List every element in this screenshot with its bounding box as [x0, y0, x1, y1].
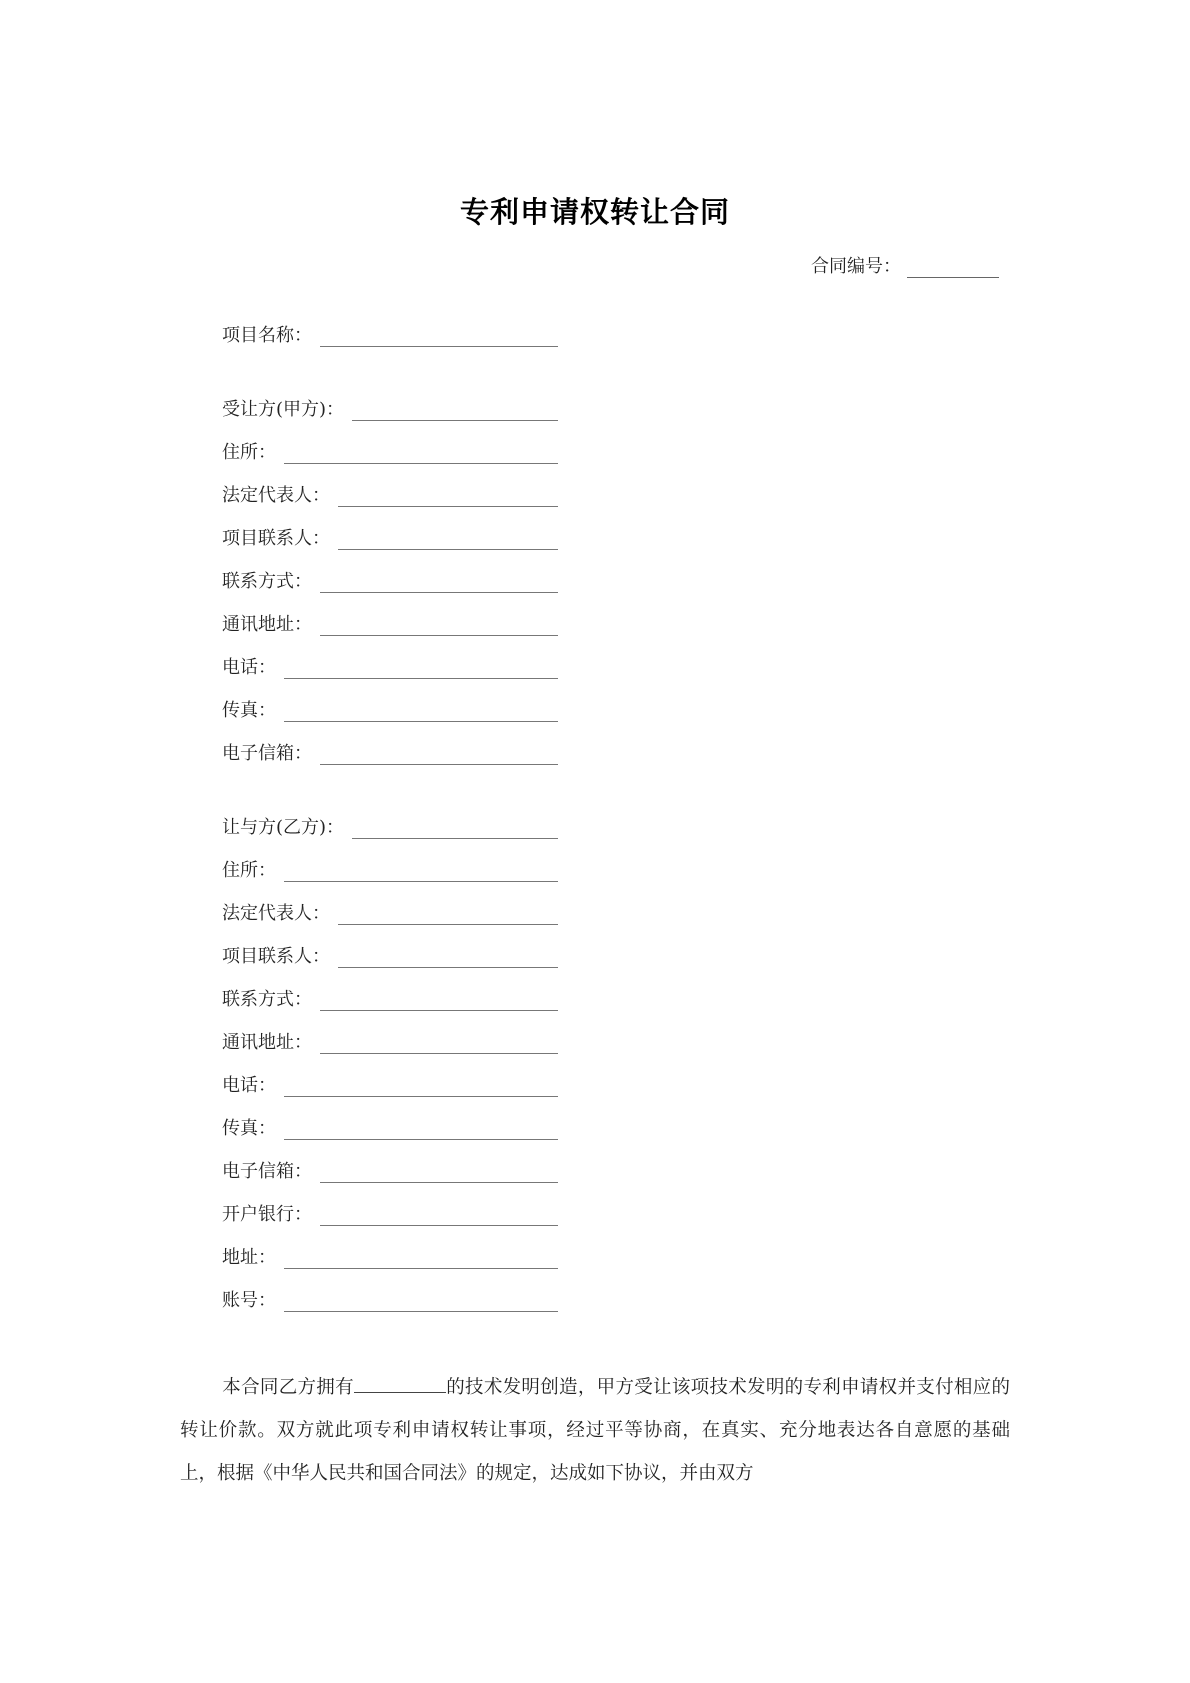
field-blank[interactable]	[284, 443, 558, 464]
contract-number-blank[interactable]	[907, 259, 999, 278]
field-label: 地址：	[222, 1247, 276, 1268]
party-a-contact-method-field	[222, 567, 558, 593]
field-blank[interactable]	[352, 818, 558, 839]
field-blank[interactable]	[352, 400, 558, 421]
field-blank[interactable]	[284, 1076, 558, 1097]
field-label: 项目联系人：	[222, 946, 330, 967]
field-blank[interactable]	[284, 861, 558, 882]
field-label: 法定代表人：	[222, 903, 330, 924]
party-b-fax-field	[222, 1114, 558, 1140]
party-b-legal-rep-field	[222, 899, 558, 925]
contract-number-label: 合同编号：	[811, 256, 901, 277]
party-a-name-field	[222, 395, 558, 421]
party-b-email-field	[222, 1157, 558, 1183]
field-blank[interactable]	[284, 1248, 558, 1269]
party-a-legal-rep-field	[222, 481, 558, 507]
party-b-name-field	[222, 813, 558, 839]
field-blank[interactable]	[320, 990, 558, 1011]
field-label: 电子信箱：	[222, 743, 312, 764]
field-blank[interactable]	[284, 701, 558, 722]
field-label: 电子信箱：	[222, 1161, 312, 1182]
field-blank[interactable]	[320, 1205, 558, 1226]
party-b-contact-method-field	[222, 985, 558, 1011]
field-blank[interactable]	[338, 529, 558, 550]
field-blank[interactable]	[320, 1033, 558, 1054]
field-label: 住所：	[222, 442, 276, 463]
party-b-bank-field	[222, 1200, 558, 1226]
party-b-address-field	[222, 856, 558, 882]
field-blank[interactable]	[320, 615, 558, 636]
field-label: 传真：	[222, 700, 276, 721]
field-blank[interactable]	[320, 572, 558, 593]
party-b-account-field	[222, 1286, 558, 1312]
field-blank[interactable]	[338, 486, 558, 507]
field-label: 传真：	[222, 1118, 276, 1139]
party-b-bank-address-field	[222, 1243, 558, 1269]
party-a-mailing-address-field	[222, 610, 558, 636]
field-label: 开户银行：	[222, 1204, 312, 1225]
preamble-text-2: 的技术发明创造，甲方受让该项技术发明的专利申请权并支付相应的转让价款。双方就此项专利申请权转让事项，经过平等协商，在真实、充分地表达各自意愿的基础上，根据《中华人民共和国合同法》的规定，达成如下协议，并由双方	[180, 1377, 1010, 1484]
field-blank[interactable]	[284, 1119, 558, 1140]
party-a-email-field	[222, 739, 558, 765]
project-name-field	[222, 321, 558, 347]
invention-name-blank[interactable]	[354, 1372, 446, 1393]
field-label: 账号：	[222, 1290, 276, 1311]
field-label: 电话：	[222, 657, 276, 678]
field-label: 通讯地址：	[222, 614, 312, 635]
field-label: 联系方式：	[222, 989, 312, 1010]
field-blank[interactable]	[320, 744, 558, 765]
preamble-text-1: 本合同乙方拥有	[222, 1377, 354, 1398]
field-label: 通讯地址：	[222, 1032, 312, 1053]
project-name-label: 项目名称：	[222, 325, 312, 346]
party-b-contact-person-field	[222, 942, 558, 968]
party-a-fax-field	[222, 696, 558, 722]
project-name-blank[interactable]	[320, 326, 558, 347]
party-a-contact-person-field	[222, 524, 558, 550]
field-blank[interactable]	[284, 1291, 558, 1312]
field-label: 受让方(甲方)：	[222, 399, 345, 420]
field-blank[interactable]	[338, 904, 558, 925]
contract-number-field	[811, 252, 999, 278]
field-label: 让与方(乙方)：	[222, 817, 345, 838]
field-label: 电话：	[222, 1075, 276, 1096]
field-label: 联系方式：	[222, 571, 312, 592]
party-a-phone-field	[222, 653, 558, 679]
field-label: 法定代表人：	[222, 485, 330, 506]
party-a-address-field	[222, 438, 558, 464]
preamble-paragraph	[180, 1366, 1010, 1495]
document-title: 专利申请权转让合同	[459, 195, 730, 229]
field-blank[interactable]	[284, 658, 558, 679]
party-b-mailing-address-field	[222, 1028, 558, 1054]
field-blank[interactable]	[338, 947, 558, 968]
field-label: 项目联系人：	[222, 528, 330, 549]
party-b-phone-field	[222, 1071, 558, 1097]
field-label: 住所：	[222, 860, 276, 881]
field-blank[interactable]	[320, 1162, 558, 1183]
